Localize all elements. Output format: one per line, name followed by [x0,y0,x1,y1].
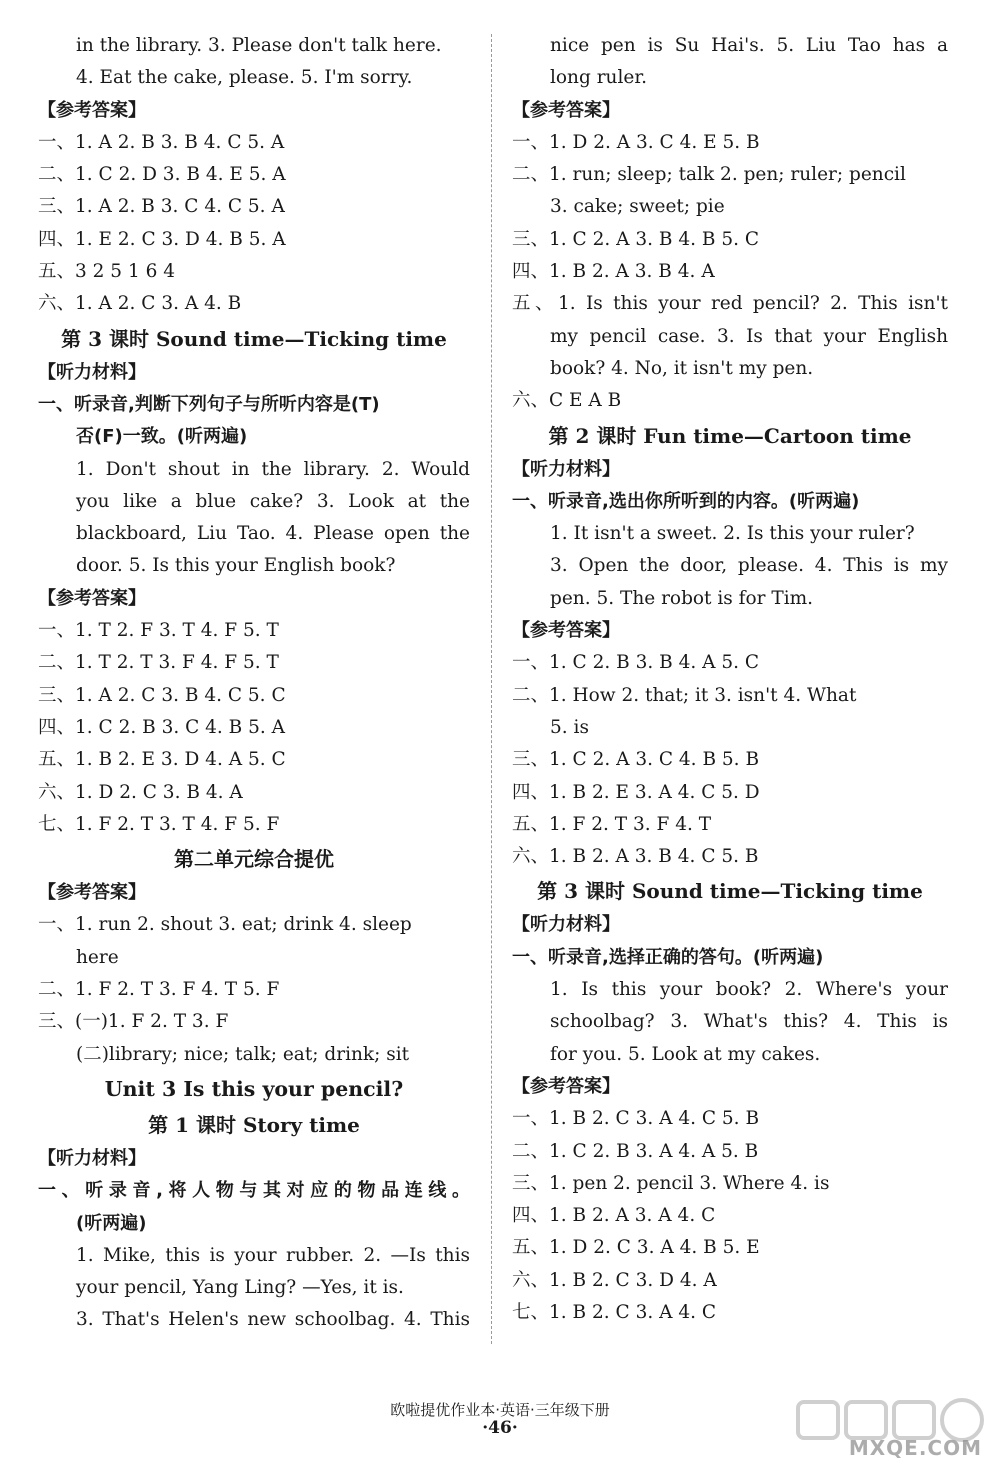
page-number: ·46· [482,1418,518,1438]
right-column-line: 三、1. C 2. A 3. C 4. B 5. B [512,749,760,771]
left-column-line: you like a blue cake? 3. Look at the [76,490,470,512]
right-column-line: 三、1. C 2. A 3. B 4. B 5. C [512,228,760,250]
right-column-line: 【参考答案】 [512,620,620,642]
right-column-line: nice pen is Su Hai's. 5. Liu Tao has a [550,35,948,56]
right-column-line: long ruler. [550,67,648,89]
right-column-line: 第 3 课时 Sound time—Ticking time [537,879,923,904]
left-column-line: 1. Don't shout in the library. 2. Would [76,458,470,480]
right-column-line: 二、1. How 2. that; it 3. isn't 4. What [512,684,857,706]
left-column-line: 【参考答案】 [38,587,146,609]
left-column-line: in the library. 3. Please don't talk here. [76,35,442,56]
left-column-line: 【听力材料】 [38,1147,146,1169]
left-column-line: your pencil, Yang Ling? —Yes, it is. [76,1277,404,1299]
left-column-line: 二、1. T 2. T 3. F 4. F 5. T [38,652,279,674]
left-column-line: 【参考答案】 [38,882,146,904]
right-column-line: pen. 5. The robot is for Tim. [550,587,814,609]
left-column-line: 四、1. E 2. C 3. D 4. B 5. A [38,228,286,250]
left-column-line: 4. Eat the cake, please. 5. I'm sorry. [76,67,413,89]
left-column-line: blackboard, Liu Tao. 4. Please open the [76,523,470,545]
left-column-line: 二、1. F 2. T 3. F 4. T 5. F [38,979,280,1001]
right-column-line: 七、1. B 2. C 3. A 4. C [512,1301,717,1323]
left-column-line: 一、1. run 2. shout 3. eat; drink 4. sleep [38,914,412,936]
right-column-line: 1. It isn't a sweet. 2. Is this your ruler? [550,523,915,545]
left-column-line: 一、听录音,将人物与其对应的物品连线。 [38,1180,470,1202]
left-column-line: 3. That's Helen's new schoolbag. 4. This [76,1309,470,1331]
right-column-line: 【参考答案】 [512,1075,620,1097]
right-column-line: 一、听录音,选择正确的答句。(听两遍) [512,946,824,968]
watermark-text: MXQE.COM [848,1436,982,1460]
right-column-line: 五、1. D 2. C 3. A 4. B 5. E [512,1237,760,1259]
left-column-line: 四、1. C 2. B 3. C 4. B 5. A [38,716,286,738]
right-column-line: 3. Open the door, please. 4. This is my [550,555,948,577]
left-column-line: 第 3 课时 Sound time—Ticking time [61,326,447,351]
right-column-line: 二、1. run; sleep; talk 2. pen; ruler; pencil [512,164,906,186]
right-column-line: 【听力材料】 [512,458,620,480]
right-column-line: 六、1. B 2. A 3. B 4. C 5. B [512,846,759,868]
right-column-line: 四、1. B 2. E 3. A 4. C 5. D [512,781,760,803]
right-column-line: 六、1. B 2. C 3. D 4. A [512,1269,717,1291]
left-column-line: here [76,946,119,968]
left-column-line: 一、1. T 2. F 3. T 4. F 5. T [38,620,279,642]
right-column-line: 一、听录音,选出你所听到的内容。(听两遍) [512,490,860,512]
right-column-line: 二、1. C 2. B 3. A 4. A 5. B [512,1140,759,1162]
right-column-line: 一、1. C 2. B 3. B 4. A 5. C [512,652,760,674]
right-column-line: for you. 5. Look at my cakes. [550,1043,821,1065]
left-column-line: 第 1 课时 Story time [148,1112,360,1137]
left-column-line: 二、1. C 2. D 3. B 4. E 5. A [38,164,286,186]
left-column-line: 五、3 2 5 1 6 4 [38,261,176,283]
left-column-line: 六、1. D 2. C 3. B 4. A [38,781,243,803]
left-column-line: 否(F)一致。(听两遍) [76,426,248,448]
right-column [512,30,948,1329]
left-column-line: 六、1. A 2. C 3. A 4. B [38,293,242,315]
right-column-line: book? 4. No, it isn't my pen. [550,357,814,379]
left-column-line: 【参考答案】 [38,99,146,121]
right-column-line: 五、1. Is this your red pencil? 2. This isn't [512,293,948,315]
right-column-line: 三、1. pen 2. pencil 3. Where 4. is [512,1172,830,1194]
right-column-line: 5. is [550,716,589,738]
right-column-line: 3. cake; sweet; pie [550,196,725,218]
right-column-line: my pencil case. 3. Is that your English [550,325,948,347]
left-column-line: 三、(一)1. F 2. T 3. F [38,1011,229,1033]
left-column-line: 第二单元综合提优 [174,847,334,872]
right-column-line: schoolbag? 3. What's this? 4. This is [550,1011,948,1033]
left-column [38,30,470,1337]
left-column-line: 三、1. A 2. B 3. C 4. C 5. A [38,196,285,218]
left-column-line: (二)library; nice; talk; eat; drink; sit [76,1043,410,1065]
left-column-line: 五、1. B 2. E 3. D 4. A 5. C [38,749,286,771]
left-column-line: (听两遍) [76,1212,147,1234]
book-title: 欧啦提优作业本·英语·三年级下册 [390,1401,610,1419]
right-column-line: 四、1. B 2. A 3. A 4. C [512,1205,716,1227]
right-column-line: 五、1. F 2. T 3. F 4. T [512,813,712,835]
left-column-line: Unit 3 Is this your pencil? [104,1076,404,1101]
right-column-line: 一、1. B 2. C 3. A 4. C 5. B [512,1108,760,1130]
right-column-line: 【参考答案】 [512,99,620,121]
right-column-line: 第 2 课时 Fun time—Cartoon time [548,423,912,448]
left-column-line: 三、1. A 2. C 3. B 4. C 5. C [38,684,286,706]
right-column-line: 一、1. D 2. A 3. C 4. E 5. B [512,131,760,153]
right-column-line: 1. Is this your book? 2. Where's your [550,979,948,1001]
column-divider [491,34,492,1344]
left-column-line: door. 5. Is this your English book? [76,555,396,577]
left-column-line: 一、1. A 2. B 3. B 4. C 5. A [38,131,285,153]
right-column-line: 【听力材料】 [512,914,620,936]
right-column-line: 四、1. B 2. A 3. B 4. A [512,261,715,283]
right-column-line: 六、C E A B [512,390,622,412]
left-column-line: 1. Mike, this is your rubber. 2. —Is this [76,1244,470,1266]
left-column-line: 一、听录音,判断下列句子与所听内容是(T) [38,393,380,415]
left-column-line: 七、1. F 2. T 3. T 4. F 5. F [38,813,280,835]
left-column-line: 【听力材料】 [38,361,146,383]
